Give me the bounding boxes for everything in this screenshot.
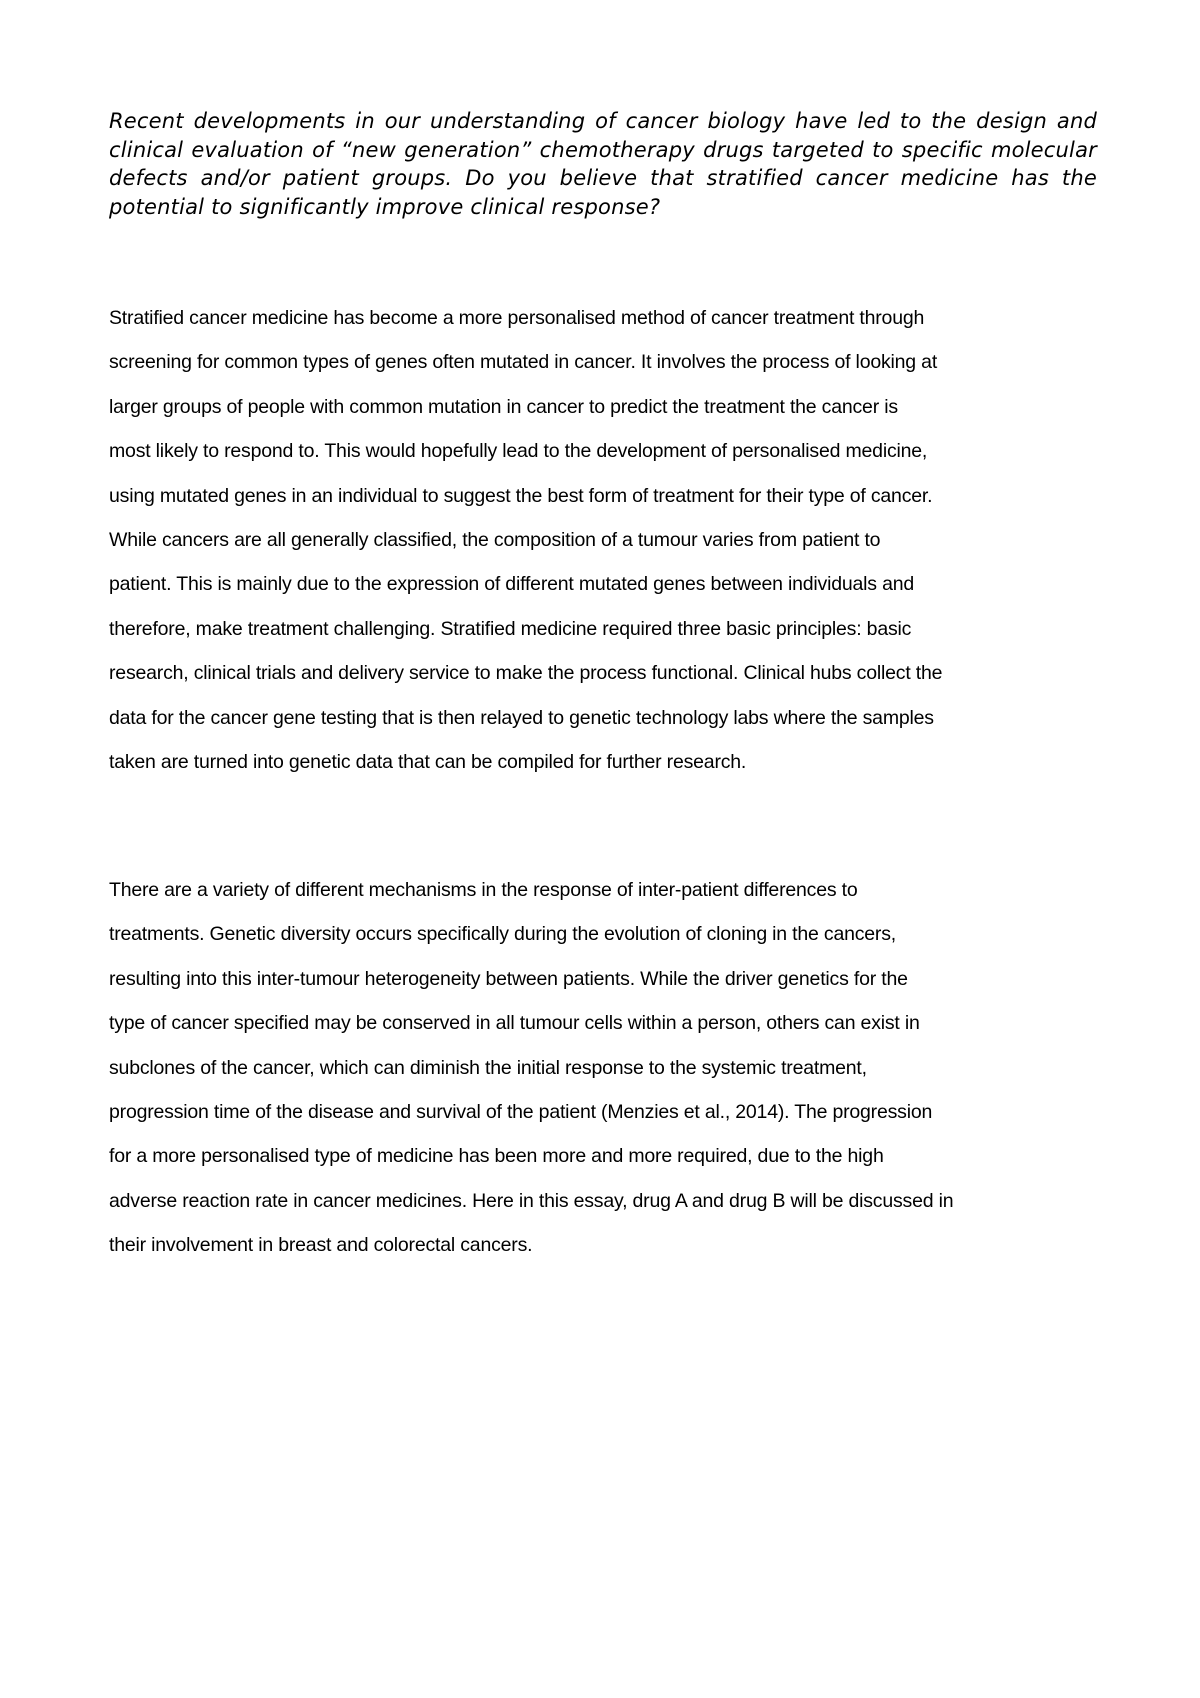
paragraph-line: adverse reaction rate in cancer medicines. Here in this essay, drug A and drug B will be discussed in <box>109 1189 954 1212</box>
paragraph-line: research, clinical trials and delivery service to make the process functional. Clinical hubs collect the <box>109 662 943 685</box>
paragraph-line: type of cancer specified may be conserved in all tumour cells within a person, others can exist in <box>109 1012 920 1035</box>
paragraph-line: therefore, make treatment challenging. Stratified medicine required three basic principles: basic <box>109 617 912 640</box>
paragraph-line: using mutated genes in an individual to suggest the best form of treatment for their type of cancer. <box>109 484 933 507</box>
paragraph-line: data for the cancer gene testing that is then relayed to genetic technology labs where the samples <box>109 706 934 729</box>
paragraph-line: subclones of the cancer, which can diminish the initial response to the systemic treatment, <box>109 1056 867 1079</box>
paragraph-line: their involvement in breast and colorectal cancers. <box>109 1234 533 1257</box>
paragraph-line: There are a variety of different mechanisms in the response of inter-patient differences to <box>109 879 858 901</box>
paragraph-line: patient. This is mainly due to the expression of different mutated genes between individuals and <box>109 573 915 596</box>
paragraph-line: for a more personalised type of medicine has been more and more required, due to the high <box>109 1145 884 1168</box>
essay-question: Recent developments in our understanding of cancer biology have led to the design and clinical evaluation of “new generation” chemotherapy drugs targeted to specific molecular defects and/or patient groups. Do you believe that stratified cancer medicine has the potential to significantly improve clinical response? <box>109 109 1097 219</box>
paragraph-line: taken are turned into genetic data that can be compiled for further research. <box>109 751 747 774</box>
paragraph-line: screening for common types of genes often mutated in cancer. It involves the process of looking at <box>109 351 938 374</box>
paragraph-1 <box>109 296 1109 784</box>
paragraph-line: Stratified cancer medicine has become a more personalised method of cancer treatment through <box>109 307 925 329</box>
paragraph-line: While cancers are all generally classified, the composition of a tumour varies from patient to <box>109 529 881 552</box>
paragraph-line: progression time of the disease and survival of the patient (Menzies et al., 2014). The progression <box>109 1101 933 1124</box>
paragraph-line: treatments. Genetic diversity occurs specifically during the evolution of cloning in the cancers, <box>109 923 896 946</box>
paragraph-2 <box>109 868 1109 1268</box>
paragraph-line: resulting into this inter-tumour heterogeneity between patients. While the driver genetics for the <box>109 967 908 990</box>
paragraph-line: larger groups of people with common mutation in cancer to predict the treatment the cancer is <box>109 395 898 418</box>
paragraph-line: most likely to respond to. This would hopefully lead to the development of personalised medicine, <box>109 440 928 463</box>
